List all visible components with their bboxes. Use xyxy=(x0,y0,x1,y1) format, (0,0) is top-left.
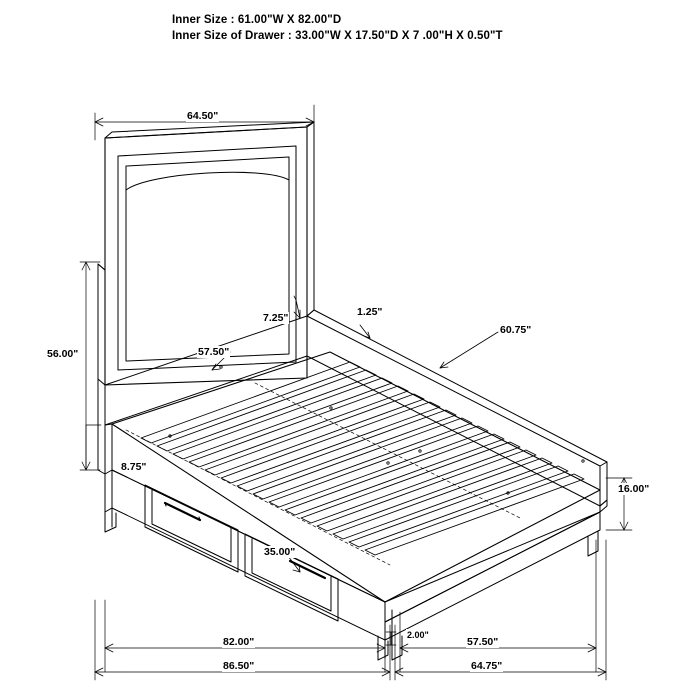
dim-overall-width: 64.75" xyxy=(471,660,503,672)
dim-slat-gap: 1.25" xyxy=(357,306,383,318)
dim-foot-width: 57.50" xyxy=(467,636,499,648)
dim-headboard-height: 56.00" xyxy=(47,348,79,360)
dim-top-width: 64.50" xyxy=(187,110,219,122)
inner-drawer-size-text: Inner Size of Drawer : 33.00"W X 17.50"D X 7 .00"H X 0.50"T xyxy=(172,30,503,42)
dim-foot-offset: 2.00" xyxy=(407,630,429,640)
dim-mattress-width: 57.50" xyxy=(198,346,230,358)
dim-headboard-inner: 7.25" xyxy=(263,312,289,324)
dim-footboard-height: 16.00" xyxy=(618,483,650,495)
dim-rail-height: 8.75" xyxy=(121,461,147,473)
inner-size-text: Inner Size : 61.00"W X 82.00"D xyxy=(172,14,342,26)
dim-overall-depth: 86.50" xyxy=(223,660,255,672)
dim-deck-depth: 82.00" xyxy=(223,636,255,648)
dim-drawer-width: 35.00" xyxy=(264,546,296,558)
dim-mattress-depth: 60.75" xyxy=(500,324,532,336)
